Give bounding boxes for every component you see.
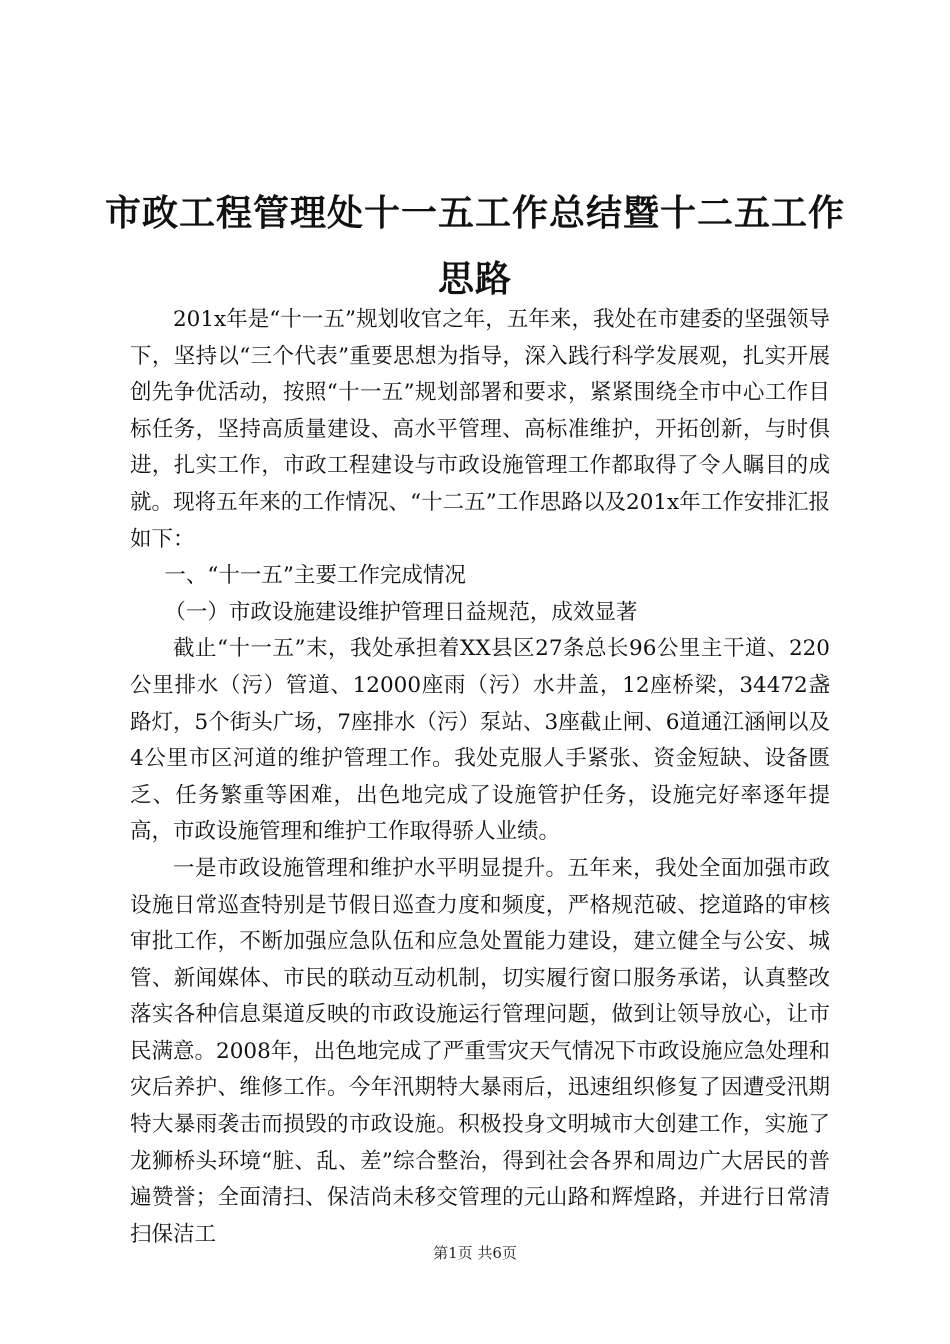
paragraph-intro: 201x年是“十一五”规划收官之年，五年来，我处在市建委的坚强领导下，坚持以“三个代表”重要思想为指导，深入践行科学发展观，扎实开展创先争优活动，按照“十一五”规划部署和要求，紧紧围绕全市中心工作目标任务，坚持高质量建设、高水平管理、高标准维护，开拓创新，与时俱进，扎实工作，市政工程建设与市政设施管理工作都取得了令人瞩目的成就。现将五年来的工作情况、“十二五”工作思路以及201x年工作安排汇报如下： [130, 307, 830, 552]
section-heading: 一、“十一五”主要工作完成情况 [164, 563, 466, 589]
document-title: 市政工程管理处十一五工作总结暨十二五工作思路 [104, 192, 845, 300]
page-number: 第1页 共6页 [433, 1244, 517, 1262]
subsection-heading: （一）市政设施建设维护管理日益规范，成效显著 [164, 599, 638, 625]
paragraph-management: 一是市政设施管理和维护水平明显提升。五年来，我处全面加强市政设施日常巡查特别是节假日巡查力度和频度，严格规范破、挖道路的审核审批工作，不断加强应急队伍和应急处置能力建设，建立健全与公安、城管、新闻媒体、市民的联动互动机制，切实履行窗口服务承诺，认真整改落实各种信息渠道反映的市政设施运行管理问题，做到让领导放心，让市民满意。2008年，出色地完成了严重雪灾天气情况下市政设施应急处理和灾后养护、维修工作。今年汛期特大暴雨后，迅速组织修复了因遭受汛期特大暴雨袭击而损毁的市政设施。积极投身文明城市大创建工作，实施了龙狮桥头环境“脏、乱、差”综合整治，得到社会各界和周边广大居民的普遍赞誉；全面清扫、保洁尚未移交管理的元山路和辉煌路，并进行日常清扫保洁工 [130, 855, 830, 1247]
paragraph-facilities: 截止“十一五”末，我处承担着XX县区27条总长96公里主干道、220公里排水（污）管道、12000座雨（污）水井盖，12座桥梁，34472盏路灯，5个街头广场，7座排水（污）泵站、3座截止闸、6道通江涵闸以及4公里市区河道的维护管理工作。我处克服人手紧张、资金短缺、设备匮乏、任务繁重等困难，出色地完成了设施管护任务，设施完好率逐年提高，市政设施管理和维护工作取得骄人业绩。 [130, 636, 830, 845]
document-body [130, 302, 830, 1253]
